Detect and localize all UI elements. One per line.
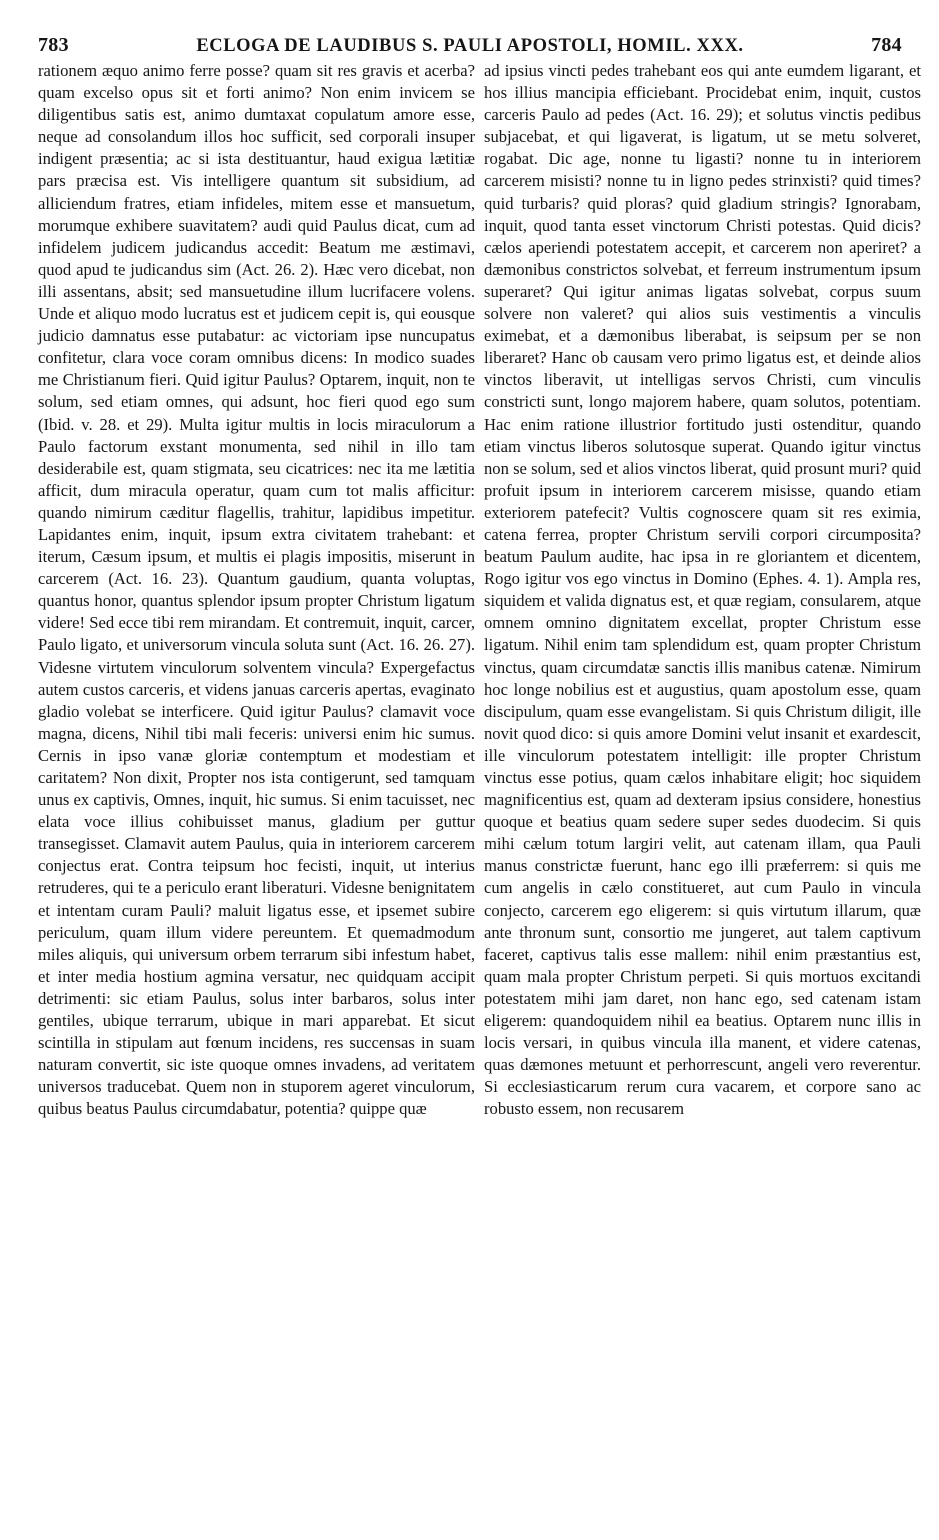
running-title: ECLOGA DE LAUDIBUS S. PAULI APOSTOLI, HOMIL. XXX. <box>196 36 744 56</box>
page-header <box>38 34 902 62</box>
page-number-right: 784 <box>871 34 902 56</box>
right-column <box>484 60 921 1121</box>
right-column-text: ad ipsius vincti pedes trahebant eos qui ante eumdem ligarant, et hos illius mancipia efficiebant. Procidebat enim, inquit, custos carceris Paulo ad pedes (Act. 16. 29); et solutus vinctis pedibus subjacebat, et qui ligaverat, is ligatum, ut se metu solveret, rogabat. Dic age, nonne tu ligasti? nonne tu in interiorem carcerem misisti? nonne tu in ligno pedes strinxisti? quid times? quid turbaris? quid ploras? quid gladium stringis? Ignorabam, inquit, quod tanta esset vinctorum Christi potestas. Quid dicis? cælos aperiendi potestatem accepit, et carcerem non aperiret? a dæmonibus constrictos solvebat, et ferreum instrumentum ipsum superaret? Qui igitur animas ligatas solvebat, corpus suum solvere non valeret? qui alios suis vestimentis a vinculis eximebat, et a dæmonibus liberabat, is seipsum per se non liberaret? Hanc ob causam vero primo ligatus est, et deinde alios vinctos liberavit, ut intelligas servos Christi, cum vinculis constricti sunt, longo majorem habere, quam solutos, potentiam. Hac enim ratione illustrior fortitudo justi ostenditur, quando etiam vinctus liberos solutosque superat. Quando igitur vinctus non se solum, sed et alios vinctos liberat, quid prosunt muri? quid profuit ipsum in interiorem carcerem misisse, quando etiam exteriorem patefecit? Vultis cognoscere quam sit res eximia, catena ferrea, propter Christum servili corpori circumposita? beatum Paulum audite, hac ipsa in re gloriantem et dicentem, Rogo igitur vos ego vinctus in Domino (Ephes. 4. 1). Ampla res, siquidem et valida dignatus est, et quæ regiam, consularem, atque omnem omnino dignitatem excellat, propter Christum esse ligatum. Nihil enim tam splendidum est, quam propter Christum vinctus, quam circumdatæ sanctis illis manibus catenæ. Nimirum hoc longe nobilius est et augustius, quam apostolum esse, quam discipulum, quam esse evangelistam. Si quis Christum diligit, ille novit quod dico: si quis amore Domini velut insanit et exardescit, ille vinculorum potestatem intelligit: ille propter Christum vinctus esse potius, quam cælos inhabitare eligit; hoc siquidem magnificentius est, quam ad dexteram ipsius considere, honestius quoque et beatius quam sedere super sedes duodecim. Si quis mihi cælum totum largiri velit, aut catenam illam, qua Pauli manus constrictæ fuerunt, hanc ego illi præferrem: si quis me cum angelis in cælo constitueret, aut cum Paulo in vincula conjecto, carcerem ego eligerem: si quis virtutum illarum, quæ ante thronum sunt, consortio me jungeret, aut talem captivum faceret, captivus talis esse mallem: nihil enim præstantius est, quam mala propter Christum perpeti. Si quis mortuos excitandi potestatem mihi jam daret, non hanc ego, sed catenam istam eligerem: quandoquidem nihil ea beatius. Optarem nunc illis in locis versari, in quibus vincula illa manent, et videre catenas, quas dæmones metuunt et perhorrescunt, angeli vero reverentur. Si ecclesiasticarum rerum cura vacarem, et corpore sano ac robusto essem, non recusarem <box>484 61 921 1119</box>
page-number-left: 783 <box>38 34 69 56</box>
left-column <box>38 60 475 1121</box>
left-column-text: rationem æquo animo ferre posse? quam sit res gravis et acerba? quam excelso opus sit et forti animo? Non enim invicem se diligentibus satis est, animo dumtaxat copulatum amore esse, neque ad consolandum illos hoc sufficit, sed corporali insuper indigent præsentia; ac si ista destituantur, haud exigua lætitiæ pars præcisa est. Vis intelligere quantum sit subsidium, ad alliciendum fratres, etiam infideles, mitem esse et mansuetum, morumque exhibere suavitatem? audi quid Paulus dicat, cum ad infidelem judicem judicandus accedit: Beatum me æstimavi, quod apud te judicandus sim (Act. 26. 2). Hæc vero dicebat, non illi assentans, absit; sed mansuetudine illum lucrifacere volens. Unde et aliquo modo lucratus est et judicem cepit is, qui eousque judicio damnatus esse putabatur: ac victoriam ipse nuncupatus confitetur, clara voce coram omnibus dicens: In modico suades me Christianum fieri. Quid igitur Paulus? Optarem, inquit, non te solum, sed etiam omnes, qui adsunt, hoc fieri quod ego sum (Ibid. v. 28. et 29). Multa igitur multis in locis miraculorum a Paulo factorum exstant monumenta, sed nihil in illo tam desiderabile est, quam stigmata, seu cicatrices: nec ita me lætitia afficit, dum miracula operatur, quam cum tot malis afficitur: quando nimirum cæditur flagellis, trahitur, lapidibus impetitur. Lapidantes enim, inquit, ipsum extra civitatem trahebant: et iterum, Cæsum ipsum, et multis ei plagis impositis, miserunt in carcerem (Act. 16. 23). Quantum gaudium, quanta voluptas, quantus honor, quantus splendor ipsum propter Christum ligatum videre! Sed ecce tibi rem mirandam. Et contremuit, inquit, carcer, Paulo ligato, et universorum vincula soluta sunt (Act. 16. 26. 27). Videsne virtutem vinculorum solventem vincula? Expergefactus autem custos carceris, et videns januas carceris apertas, evaginato gladio volebat se interficere. Quid igitur Paulus? clamavit voce magna, dicens, Nihil tibi mali feceris: universi enim hic sumus. Cernis in ipso vanæ gloriæ contemptum et modestiam et caritatem? Non dixit, Propter nos ista contigerunt, sed tamquam unus ex captivis, Omnes, inquit, hic sumus. Si enim tacuisset, nec elata voce illius cohibuisset manus, gladium per guttur transegisset. Clamavit autem Paulus, quia in interiorem carcerem conjectus erat. Contra teipsum hoc fecisti, inquit, ut interius retruderes, qui te a periculo erant liberaturi. Videsne benignitatem et intentam curam Pauli? maluit ligatus esse, et ipsemet subire periculum, quam illum videre pereuntem. Et quemadmodum miles aliquis, qui universum orbem terrarum sibi infestum habet, et inter media hostium agmina versatur, nec quidquam accipit detrimenti: sic etiam Paulus, solus inter barbaros, solus inter gentiles, ubique terrarum, ubique in mari apparebat. Et sicut scintilla in stipulam aut fœnum incidens, res succensas in suam naturam convertit, sic iste quoque omnes invadens, ad veritatem universos traducebat. Quem non in stuporem ageret vinculorum, quibus beatus Paulus circumdabatur, potentia? quippe quæ <box>38 61 475 1119</box>
